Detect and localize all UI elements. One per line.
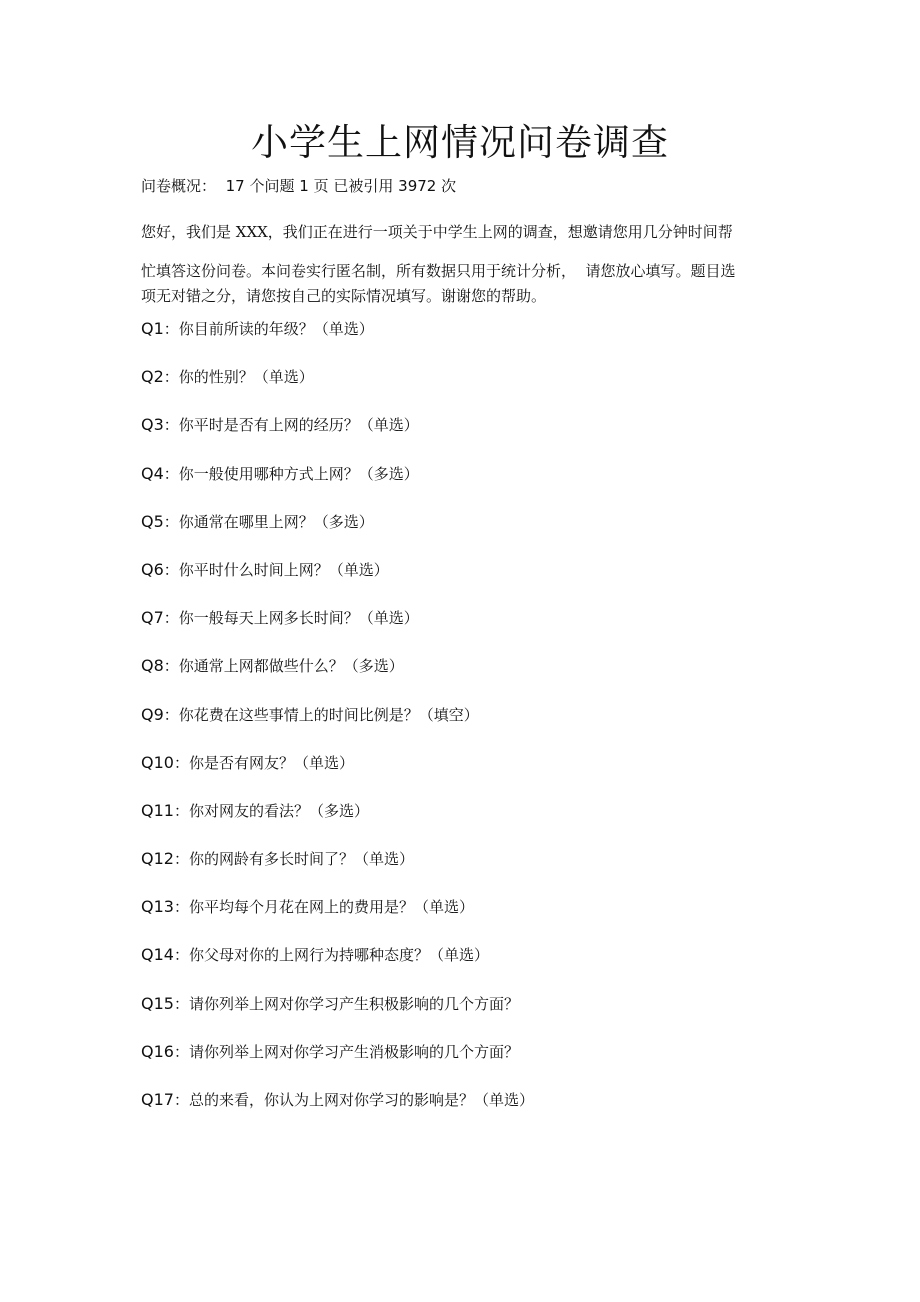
intro-line-1: 您好，我们是 XXX，我们正在进行一项关于中学生上网的调查，想邀请您用几分钟时间帮 xyxy=(141,223,733,241)
page-count: 1 xyxy=(299,177,309,195)
question-number: Q8 xyxy=(141,656,164,676)
question-item xyxy=(141,848,791,896)
question-text: ：你平均每个月花在网上的费用是？（单选） xyxy=(173,898,474,917)
question-item xyxy=(141,993,791,1041)
question-item xyxy=(141,463,791,511)
question-item xyxy=(141,318,791,366)
question-item xyxy=(141,511,791,559)
page-unit: 页 xyxy=(313,177,329,195)
question-item xyxy=(141,1089,791,1137)
question-number: Q9 xyxy=(141,704,164,724)
question-item xyxy=(141,944,791,992)
question-text: ：请你列举上网对你学习产生积极影响的几个方面？ xyxy=(173,994,519,1013)
question-item xyxy=(141,366,791,414)
question-list xyxy=(141,318,791,1137)
question-item xyxy=(141,896,791,944)
question-number: Q11 xyxy=(141,800,174,820)
question-text: ：你是否有网友？（单选） xyxy=(173,753,354,772)
question-number: Q1 xyxy=(141,319,164,338)
question-number: Q7 xyxy=(141,608,164,628)
question-number: Q10 xyxy=(141,752,174,772)
question-item xyxy=(141,607,791,655)
question-text: ：你通常上网都做些什么？（多选） xyxy=(163,657,404,676)
question-item xyxy=(141,1041,791,1089)
overview-label: 问卷概况： xyxy=(141,177,217,195)
question-text: ：请你列举上网对你学习产生消极影响的几个方面？ xyxy=(173,1042,519,1061)
question-text: ：你一般使用哪种方式上网？（多选） xyxy=(163,464,419,483)
question-text: ：你的网龄有多长时间了？（单选） xyxy=(173,850,414,869)
page-title: 小学生上网情况问卷调查 xyxy=(251,121,669,164)
question-text: ：总的来看，你认为上网对你学习的影响是？（单选） xyxy=(173,1091,534,1109)
intro-line-3: 项无对错之分，请您按自己的实际情况填写。谢谢您的帮助。 xyxy=(141,287,547,305)
question-number: Q2 xyxy=(141,367,164,387)
question-item xyxy=(141,752,791,800)
question-number: Q4 xyxy=(141,463,164,483)
question-item xyxy=(141,559,791,607)
question-number: Q3 xyxy=(141,415,164,435)
question-text: ：你对网友的看法？（多选） xyxy=(173,801,369,820)
question-text: ：你通常在哪里上网？（多选） xyxy=(163,512,374,531)
question-item xyxy=(141,655,791,703)
question-text: ：你一般每天上网多长时间？（单选） xyxy=(163,609,419,628)
question-text: ：你花费在这些事情上的时间比例是？（填空） xyxy=(163,705,479,724)
questions-unit: 个问题 xyxy=(249,177,295,195)
question-number: Q13 xyxy=(141,897,174,917)
question-number: Q6 xyxy=(141,559,164,579)
question-item xyxy=(141,800,791,848)
cited-unit: 次 xyxy=(441,177,457,195)
question-number: Q12 xyxy=(141,849,174,869)
question-item xyxy=(141,414,791,462)
question-number: Q17 xyxy=(141,1090,174,1109)
cited-label: 已被引用 xyxy=(333,177,394,195)
question-number: Q16 xyxy=(141,1041,174,1061)
question-count: 17 xyxy=(225,177,245,195)
question-number: Q14 xyxy=(141,945,174,965)
question-item xyxy=(141,704,791,752)
question-number: Q15 xyxy=(141,993,174,1013)
question-text: ：你平时是否有上网的经历？（单选） xyxy=(163,416,419,435)
intro-line-2: 忙填答这份问卷。本问卷实行匿名制，所有数据只用于统计分析， 请您放心填写。题目选 xyxy=(141,262,736,280)
question-text: ：你的性别？（单选） xyxy=(163,368,314,387)
question-text: ：你目前所读的年级？（单选） xyxy=(163,320,374,338)
question-text: ：你平时什么时间上网？（单选） xyxy=(163,560,389,579)
question-text: ：你父母对你的上网行为持哪种态度？（单选） xyxy=(173,946,489,965)
cited-count: 3972 xyxy=(398,177,437,195)
survey-overview xyxy=(141,175,456,196)
question-number: Q5 xyxy=(141,511,164,531)
